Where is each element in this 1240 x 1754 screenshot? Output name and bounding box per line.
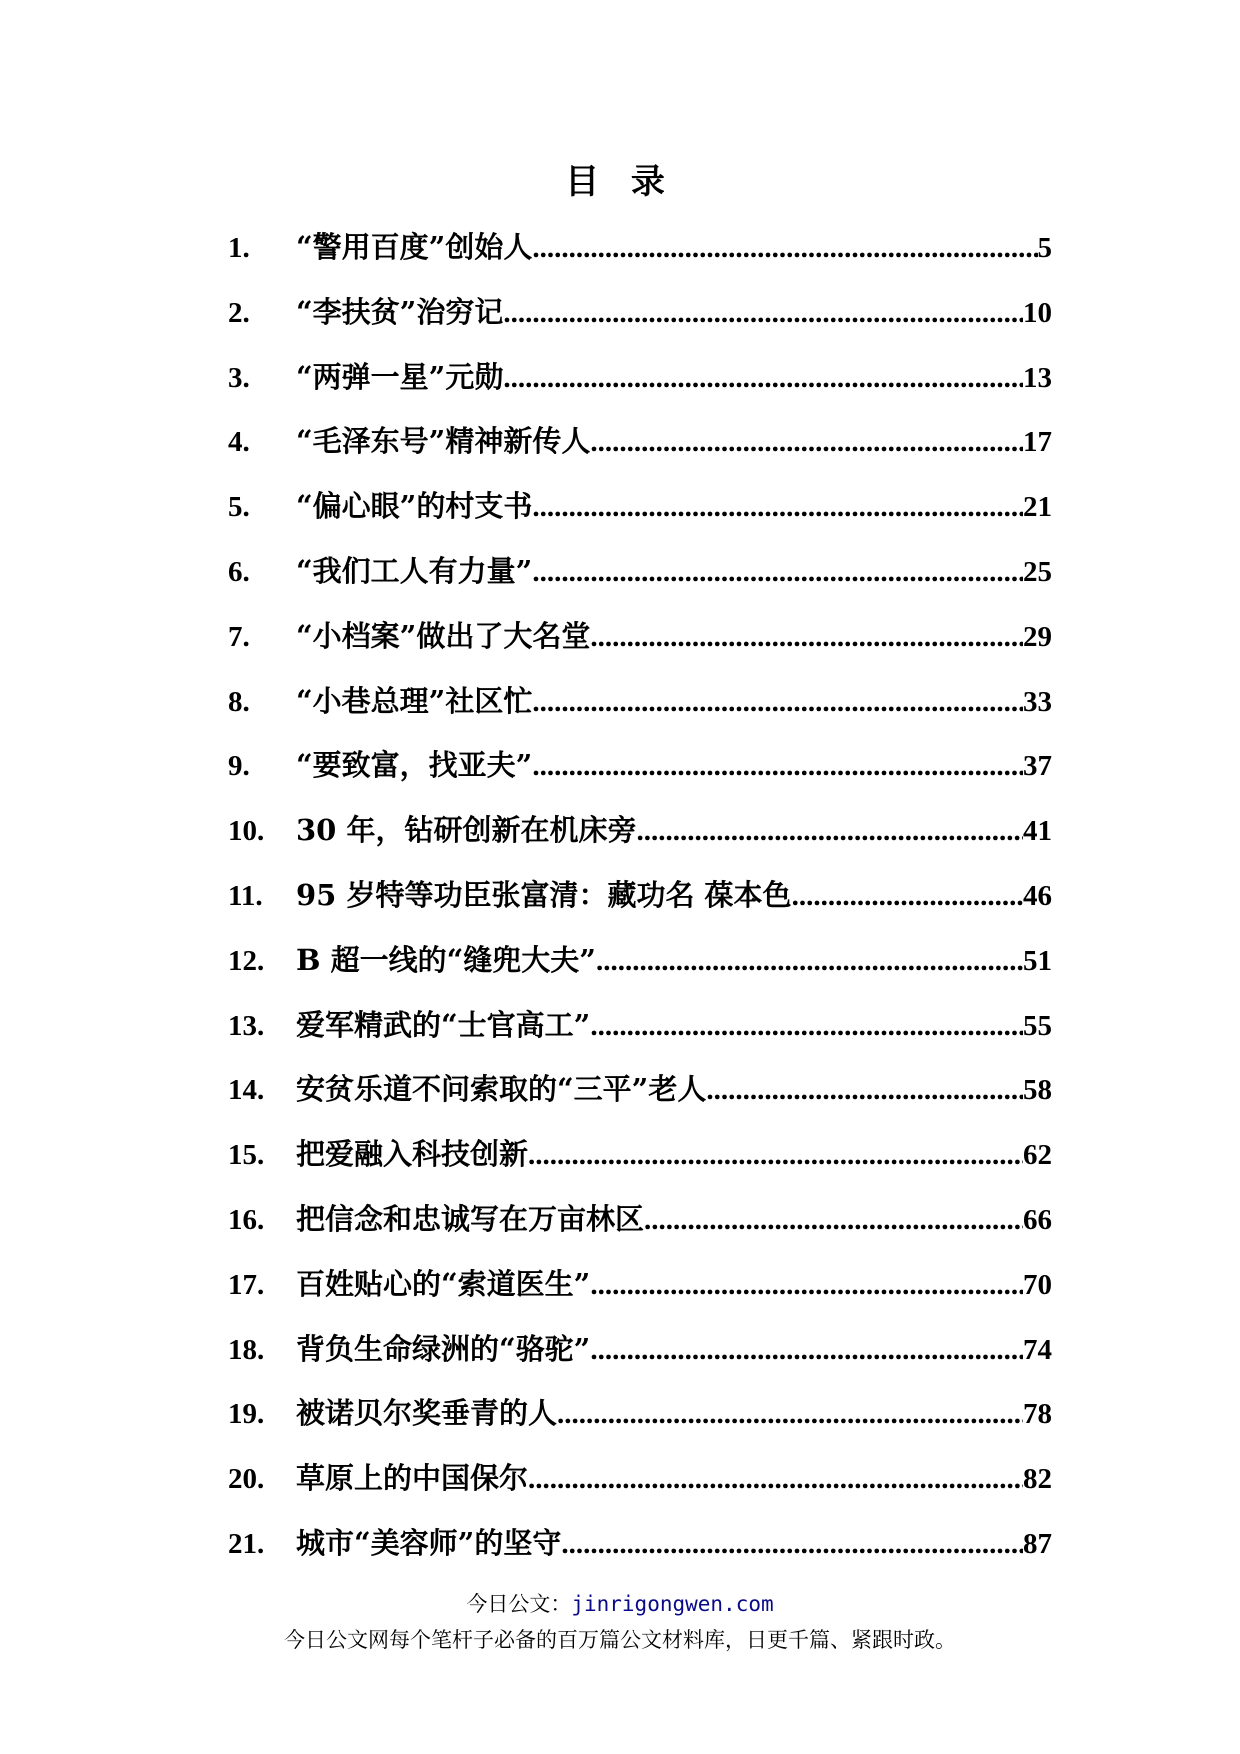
toc-entry-page-number: 21 xyxy=(1023,491,1052,524)
toc-entry-title: “要致富，找亚夫” xyxy=(296,748,533,783)
toc-entry[interactable] xyxy=(228,287,1052,352)
toc-entry[interactable] xyxy=(228,740,1052,805)
toc-entry-number: 12. xyxy=(228,944,265,977)
toc-entry-title: “两弹一星”元勋 xyxy=(296,359,504,394)
toc-dot-leader xyxy=(532,677,1023,727)
toc-entry-number: 1. xyxy=(228,232,250,264)
toc-entry-page-number: 29 xyxy=(1023,620,1052,653)
toc-entry[interactable] xyxy=(228,805,1052,870)
toc-entry-number: 4. xyxy=(228,426,250,459)
toc-dot-leader xyxy=(561,1519,1023,1569)
toc-entry[interactable] xyxy=(228,352,1052,417)
toc-dot-leader xyxy=(590,612,1023,662)
toc-entry-page-number: 37 xyxy=(1023,750,1052,783)
toc-entry-page-number: 51 xyxy=(1023,944,1052,977)
footer-site-url[interactable]: jinrigongwen.com xyxy=(571,1592,774,1616)
toc-entry-title: “小档案”做出了大名堂 xyxy=(296,618,591,653)
toc-entry-number: 3. xyxy=(228,361,250,394)
toc-entry-page-number: 33 xyxy=(1023,685,1052,718)
toc-entry-page-number: 55 xyxy=(1023,1009,1052,1042)
toc-entry-title: 把信念和忠诚写在万亩林区 xyxy=(296,1201,645,1236)
toc-entry[interactable] xyxy=(228,1064,1052,1129)
toc-entry-page-number: 25 xyxy=(1023,555,1052,588)
toc-entry-page-number: 46 xyxy=(1023,879,1052,912)
toc-dot-leader xyxy=(590,1325,1023,1375)
toc-entry-number: 6. xyxy=(228,555,250,588)
toc-entry-title: 背负生命绿洲的“骆驼” xyxy=(296,1331,591,1366)
toc-dot-leader xyxy=(590,417,1023,467)
toc-entry-title: 被诺贝尔奖垂青的人 xyxy=(296,1396,558,1431)
toc-dot-leader xyxy=(532,741,1023,791)
footer-site-label: 今日公文： xyxy=(466,1592,572,1616)
toc-dot-leader xyxy=(596,936,1023,986)
toc-dot-leader xyxy=(528,1454,1023,1504)
toc-entry-title: 城市“美容师”的坚守 xyxy=(296,1525,562,1560)
toc-entry[interactable] xyxy=(228,676,1052,741)
toc-entry[interactable] xyxy=(228,1324,1052,1389)
toc-entry[interactable] xyxy=(228,1194,1052,1259)
toc-entry-title: 草原上的中国保尔 xyxy=(296,1461,529,1496)
toc-entry-title: “偏心眼”的村支书 xyxy=(296,489,533,524)
toc-dot-leader xyxy=(792,871,1023,921)
toc-dot-leader xyxy=(532,482,1023,532)
toc-entry-page-number: 66 xyxy=(1023,1203,1052,1236)
toc-entry-number: 15. xyxy=(228,1139,265,1172)
toc-entry[interactable] xyxy=(228,1453,1052,1518)
toc-entry[interactable] xyxy=(228,222,1052,287)
toc-entry-page-number: 74 xyxy=(1023,1333,1052,1366)
toc-entry-title: 安贫乐道不问索取的“三平”老人 xyxy=(296,1072,707,1107)
toc-entry-page-number: 10 xyxy=(1023,296,1052,329)
toc-entry-title: “我们工人有力量” xyxy=(296,553,533,588)
toc-entry-number: 18. xyxy=(228,1333,265,1366)
toc-entry[interactable] xyxy=(228,1129,1052,1194)
toc-entry-page-number: 41 xyxy=(1023,815,1052,848)
toc-entry-title: 95 岁特等功臣张富清：藏功名 葆本色 xyxy=(296,877,792,912)
toc-entry[interactable] xyxy=(228,611,1052,676)
toc-dot-leader xyxy=(557,1389,1023,1439)
toc-entry[interactable] xyxy=(228,935,1052,1000)
toc-entry-page-number: 70 xyxy=(1023,1268,1052,1301)
toc-entry-page-number: 5 xyxy=(1037,232,1052,264)
footer-site xyxy=(0,1588,1240,1618)
toc-entry-title: B 超一线的“缝兜大夫” xyxy=(296,942,596,977)
toc-entry[interactable] xyxy=(228,1259,1052,1324)
toc-entry-number: 2. xyxy=(228,296,250,329)
toc-entry-number: 16. xyxy=(228,1203,265,1236)
toc-entry[interactable] xyxy=(228,1518,1052,1583)
toc-entry[interactable] xyxy=(228,481,1052,546)
toc-entry[interactable] xyxy=(228,1388,1052,1453)
toc-dot-leader xyxy=(503,353,1023,403)
toc-entry-page-number: 78 xyxy=(1023,1398,1052,1431)
toc-dot-leader xyxy=(532,547,1023,597)
toc-entry-number: 11. xyxy=(228,879,263,912)
toc-dot-leader xyxy=(503,288,1023,338)
toc-entry-number: 20. xyxy=(228,1463,265,1496)
toc-entry-number: 8. xyxy=(228,685,250,718)
toc-entry[interactable] xyxy=(228,546,1052,611)
footer-slogan: 今日公文网每个笔杆子必备的百万篇公文材料库，日更千篇、紧跟时政。 xyxy=(284,1628,956,1652)
toc-entry-title: 把爱融入科技创新 xyxy=(296,1137,529,1172)
toc-entry-title: “李扶贫”治穷记 xyxy=(296,294,504,329)
toc-entry-title: “警用百度”创始人 xyxy=(296,230,533,264)
toc-entry-page-number: 13 xyxy=(1023,361,1052,394)
toc-entry-number: 14. xyxy=(228,1074,265,1107)
toc-entry-number: 5. xyxy=(228,491,250,524)
toc-entry-number: 7. xyxy=(228,620,250,653)
page-title: 目 录 xyxy=(565,162,675,202)
toc-entry-page-number: 82 xyxy=(1023,1463,1052,1496)
toc-dot-leader xyxy=(528,1130,1023,1180)
toc-dot-leader xyxy=(706,1065,1023,1115)
table-of-contents xyxy=(228,222,1052,1583)
toc-entry-number: 13. xyxy=(228,1009,265,1042)
toc-entry-number: 10. xyxy=(228,815,265,848)
toc-dot-leader xyxy=(590,1260,1023,1310)
toc-entry[interactable] xyxy=(228,416,1052,481)
toc-dot-leader xyxy=(644,1195,1023,1245)
toc-dot-leader xyxy=(590,1001,1023,1051)
toc-entry-page-number: 87 xyxy=(1023,1527,1052,1560)
toc-entry-page-number: 62 xyxy=(1023,1139,1052,1172)
toc-entry-number: 17. xyxy=(228,1268,265,1301)
toc-entry-title: 百姓贴心的“索道医生” xyxy=(296,1266,591,1301)
toc-entry[interactable] xyxy=(228,870,1052,935)
toc-entry[interactable] xyxy=(228,1000,1052,1065)
toc-entry-title: 30 年，钻研创新在机床旁 xyxy=(296,813,637,848)
toc-dot-leader xyxy=(532,223,1037,273)
toc-entry-title: “毛泽东号”精神新传人 xyxy=(296,424,591,459)
toc-entry-number: 9. xyxy=(228,750,250,783)
toc-entry-number: 19. xyxy=(228,1398,265,1431)
toc-entry-number: 21. xyxy=(228,1527,265,1560)
toc-entry-title: 爱军精武的“士官高工” xyxy=(296,1007,591,1042)
toc-entry-page-number: 17 xyxy=(1023,426,1052,459)
toc-dot-leader xyxy=(636,806,1023,856)
toc-entry-title: “小巷总理”社区忙 xyxy=(296,683,533,718)
toc-entry-page-number: 58 xyxy=(1023,1074,1052,1107)
